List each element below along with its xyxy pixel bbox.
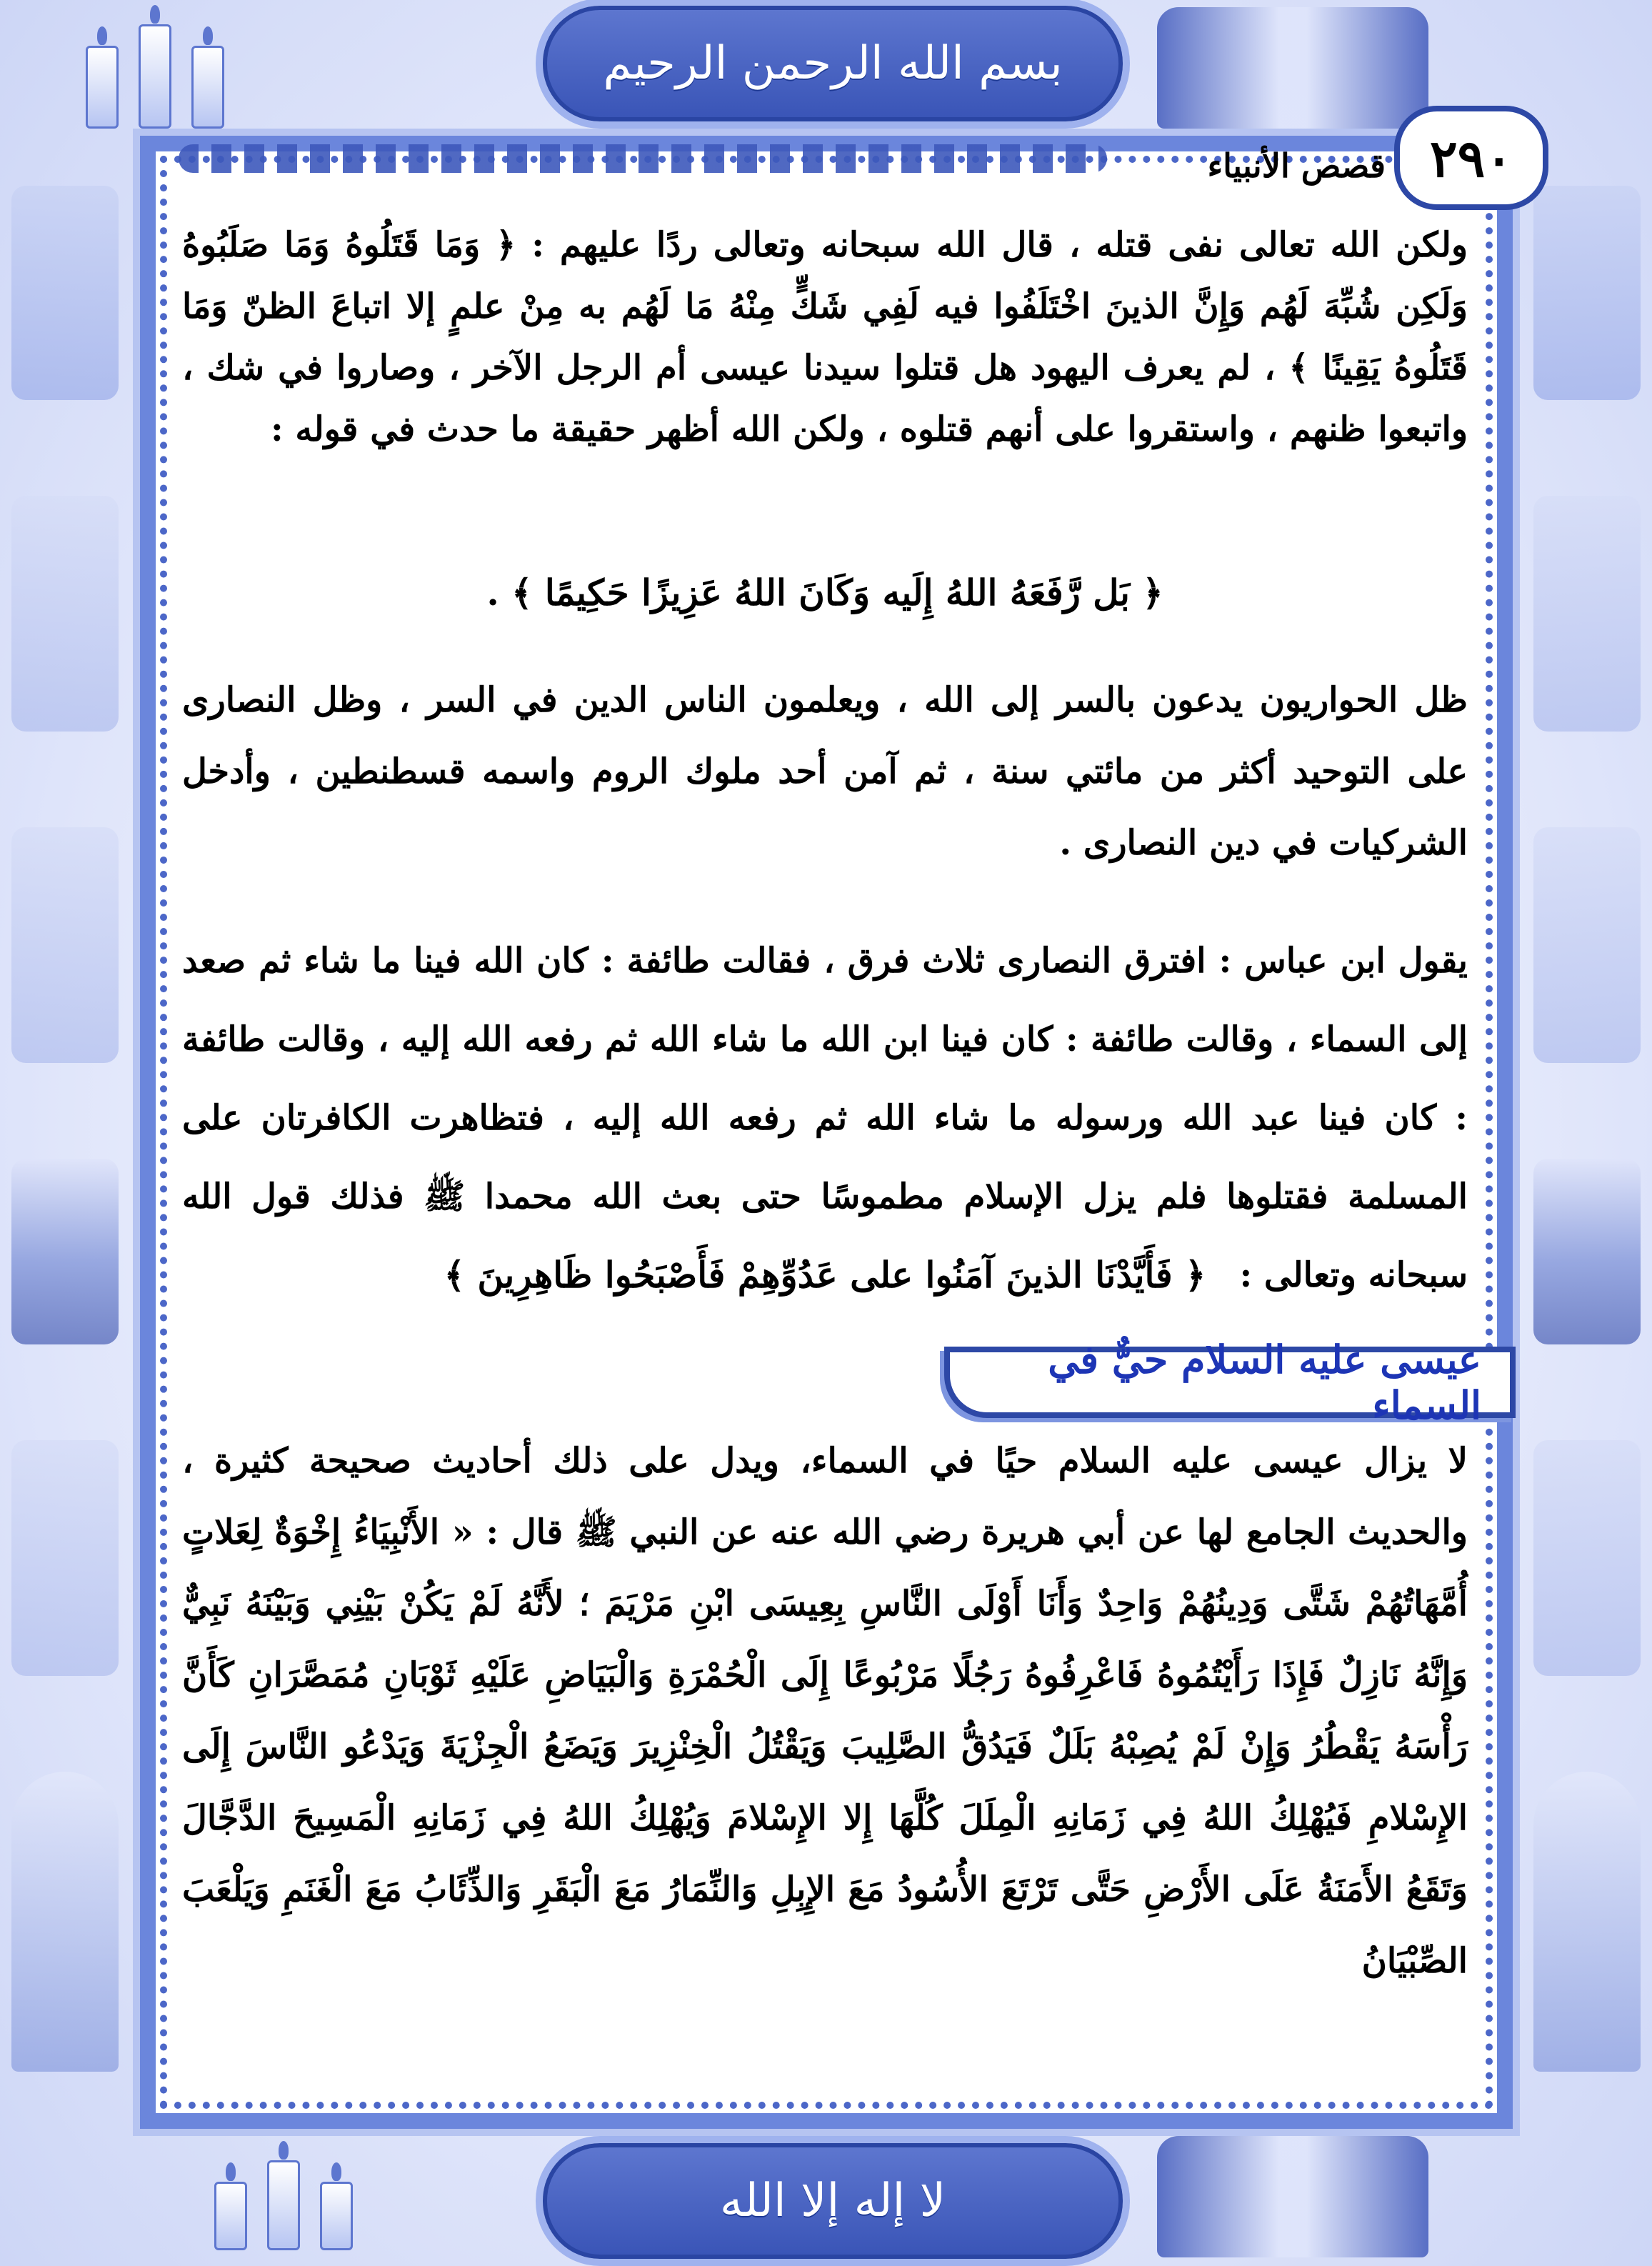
ornament-calligraphy (1533, 1440, 1641, 1676)
ornament-mosque-dome (1533, 1772, 1641, 2072)
paragraph-2: ظل الحواريون يدعون بالسر إلى الله ، ويعلمون الناس الدين في السر ، وظل النصارى على التوحيد أكثر من مائتي سنة ، ثم آمن أحد ملوك الروم واسمه قسطنطين ، وأدخل الشركيات في دين النصارى . (182, 680, 1468, 863)
ornament-calligraphy (11, 1440, 119, 1676)
right-ornament-column (1526, 186, 1648, 2072)
paragraph-1: ولكن الله تعالى نفى قتله ، قال الله سبحانه وتعالى ردًا عليهم : ﴿ وَمَا قَتَلُوهُ وَمَا صَلَبُوهُ وَلَكِن شُبِّهَ لَهُم وَإِنَّ الذينَ اخْتَلَفُوا فيه لَفِي شَكٍّ مِنْهُ مَا لَهُم به مِنْ علمٍ إلا اتباعَ الظنّ وَمَا قَتَلُوهُ يَقِينًا ﴾ ، لم يعرف اليهود هل قتلوا سيدنا عيسى أم الرجل الآخر ، وصاروا في شك ، واتبعوا ظنهم ، واستقروا على أنهم قتلوه ، ولكن الله أظهر حقيقة ما حدث في قوله : (182, 225, 1468, 449)
bottom-banner (543, 2143, 1123, 2259)
header-ornament-rule (179, 144, 1107, 173)
ornament-kaaba (1533, 1159, 1641, 1344)
ornament-calligraphy (11, 496, 119, 732)
candles-icon (86, 7, 271, 129)
paragraph-3: يقول ابن عباس : افترق النصارى ثلاث فرق ، فقالت طائفة : كان الله فينا ما شاء ثم صعد إلى السماء ، وقالت طائفة : كان فينا ابن الله ما شاء الله ثم رفعه الله إليه ، وقالت طائفة : كان فينا عبد الله ورسوله ما شاء الله ثم رفعه الله إليه ، فتظاهرت الكافرتان على المسلمة فقتلوها فلم يزل الإسلام مطموسًا حتى بعث الله محمدا ﷺ فذلك قول الله سبحانه وتعالى : (182, 941, 1468, 1295)
top-banner (543, 6, 1123, 121)
left-ornament-column (4, 186, 126, 2072)
basmala-text: بسم الله الرحمن الرحيم (603, 37, 1063, 90)
open-book-icon (1157, 7, 1428, 129)
quran-verse-1: ﴿ بَل رَّفَعَهُ اللهُ إِلَيه وَكَانَ اللهُ عَزِيزًا حَكِيمًا ﴾ . (486, 572, 1163, 614)
ornament-candles (11, 186, 119, 400)
running-head: قصص الأنبياء (1207, 146, 1386, 185)
ornament-kaaba (11, 1159, 119, 1344)
section-heading: عيسى عليه السلام حيٌّ في السماء (944, 1347, 1516, 1418)
ornament-calligraphy (1533, 827, 1641, 1063)
page-number: ٢٩٠ (1394, 106, 1548, 210)
candles-icon (214, 2129, 400, 2250)
quran-verse-2: ﴿ فَأَيَّدْنَا الذينَ آمَنُوا على عَدُوِّهِمْ فَأَصْبَحُوا ظَاهِرِينَ ﴾ (444, 1254, 1206, 1296)
ornament-calligraphy (11, 827, 119, 1063)
shahada-text: لا إله إلا الله (719, 2175, 946, 2227)
ornament-calligraphy (1533, 496, 1641, 732)
paragraph-4: لا يزال عيسى عليه السلام حيًا في السماء، ويدل على ذلك أحاديث صحيحة كثيرة ، والحديث الجامع لها عن أبي هريرة رضي الله عنه عن النبي ﷺ قال : « الأَنْبِيَاءُ إِخْوَةٌ لِعَلاتٍ أُمَّهَاتُهُمْ شَتَّى وَدِينُهُمْ وَاحِدٌ وَأَنَا أَوْلَى النَّاسِ بِعِيسَى ابْنِ مَرْيَمَ ؛ لأَنَّهُ لَمْ يَكُنْ بَيْنِي وَبَيْنَهُ نَبِيٌّ وَإِنَّهُ نَازِلٌ فَإِذَا رَأَيْتُمُوهُ فَاعْرِفُوهُ رَجُلًا مَرْبُوعًا إِلَى الْحُمْرَةِ وَالْبَيَاضِ عَلَيْهِ ثَوْبَانِ مُمَصَّرَانِ كَأَنَّ رَأْسَهُ يَقْطُرُ وَإِنْ لَمْ يُصِبْهُ بَلَلٌ فَيَدُقُّ الصَّلِيبَ وَيَقْتُلُ الْخِنْزِيرَ وَيَضَعُ الْجِزْيَةَ وَيَدْعُو النَّاسَ إِلَى الإِسْلامِ فَيُهْلِكُ اللهُ فِي زَمَانِهِ الْمِلَلَ كُلَّهَا إِلا الإِسْلامَ وَيُهْلِكُ اللهُ فِي زَمَانِهِ الْمَسِيحَ الدَّجَّالَ وَتَقَعُ الأَمَنَةُ عَلَى الأَرْضِ حَتَّى تَرْتَعَ الأُسُودُ مَعَ الإِبِلِ وَالنِّمَارُ مَعَ الْبَقَرِ وَالذِّئَابُ مَعَ الْغَنَمِ وَيَلْعَبَ الصِّبْيَانُ (182, 1441, 1468, 1981)
ornament-pattern (1533, 186, 1641, 400)
ornament-mosque-dome (11, 1772, 119, 2072)
open-book-icon (1157, 2136, 1428, 2257)
